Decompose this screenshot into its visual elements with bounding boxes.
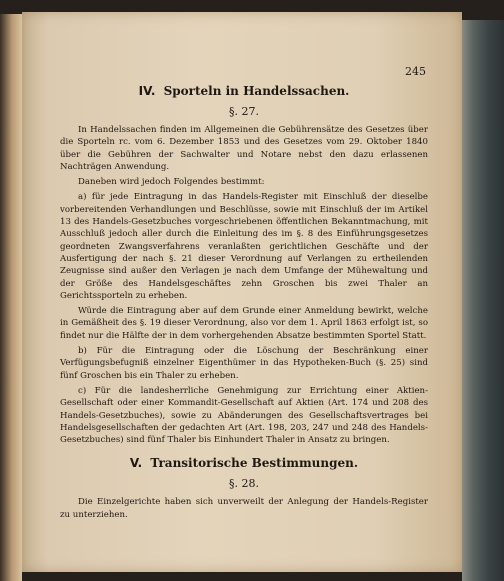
book-page [22,12,462,572]
section-v-heading [60,456,428,470]
paragraph-28-mark: §. 28. [229,477,259,491]
note-a-paragraph: Würde die Eintragung aber auf dem Grunde einer Anmeldung bewirkt, welche in Gemäßheit des §. 19 dieser Verordnung, also vor dem 1. April 1863 erfolgt ist, so findet nur die Hälfte der in dem vorhergehenden Absatze bestimmten Sportel Statt. [60,306,428,341]
item-a-paragraph: a) für jede Eintragung in das Handels-Register mit Einschluß der dieselbe vorbereitenden Verhandlungen und Beschlüsse, sowie mit Einschluß der im Artikel 13 des Handels-Gesetzbuches vorgeschriebenen öffentlichen Bekanntmachung, mit Ausschluß jedoch aller durch die Einleitung des im §. 8 des Einführungsgesetzes geordneten Zwangsverfahrens veranlaßten gerichtlichen Geschäfte und der Ausfertigung der nach §. 21 dieser Verordnung auf Verlangen zu ertheilenden Zeugnisse sind außer den Verlagen je nach dem Umfange der Mühewaltung und der Größe des Handelsgeschäftes zehn Groschen bis zwei Thaler an Gerichtssporteln zu erheben. [60,192,428,301]
book-cover-right [462,20,504,581]
section-v-text: Die Einzelgerichte haben sich unverweilt der Anlegung der Handels-Register zu unterziehen. [60,497,428,520]
section-iv-heading [60,84,428,98]
paragraph-27-mark: §. 27. [229,105,259,118]
item-c-paragraph: c) Für die landesherrliche Genehmigung zur Errichtung einer Aktien-Gesellschaft oder einer Kommandit-Gesellschaft auf Aktien (Art. 174 und 208 des Handels-Gesetzbuches), sowie zu Abänderungen des Gesellschaftsvertrages bei Handelsgesellschaften der gedachten Art (Art. 198, 203, 247 und 248 des Handels-Gesetzbuches) sind fünf Thaler bis Einhundert Thaler in Ansatz zu bringen. [60,385,428,446]
section-v-title: Transitorische Bestimmungen. [150,456,359,471]
book-cover-left [0,14,22,581]
section-iv-number: IV. [138,84,156,98]
page-number: 245 [405,65,426,78]
section-v-number: V. [129,456,143,471]
intro-paragraph: In Handelssachen finden im Allgemeinen die Gebührensätze des Gesetzes über die Sporteln rc. vom 6. Dezember 1853 und des Gesetzes vom 29. Oktober 1840 über die Gebühren der Sachwalter und Notare nebst den dazu erlassenen Nachträgen Anwendung. [60,125,428,172]
section-iv-title: Sporteln in Handelssachen. [163,84,350,98]
page-content [60,84,428,521]
lead-paragraph: Daneben wird jedoch Folgendes bestimmt: [78,177,265,188]
item-b-paragraph: b) Für die Eintragung oder die Löschung der Beschränkung einer Verfügungsbefugniß einzelner Eigenthümer in das Hypotheken-Buch (§. 25) sind fünf Groschen bis ein Thaler zu erheben. [60,346,428,381]
